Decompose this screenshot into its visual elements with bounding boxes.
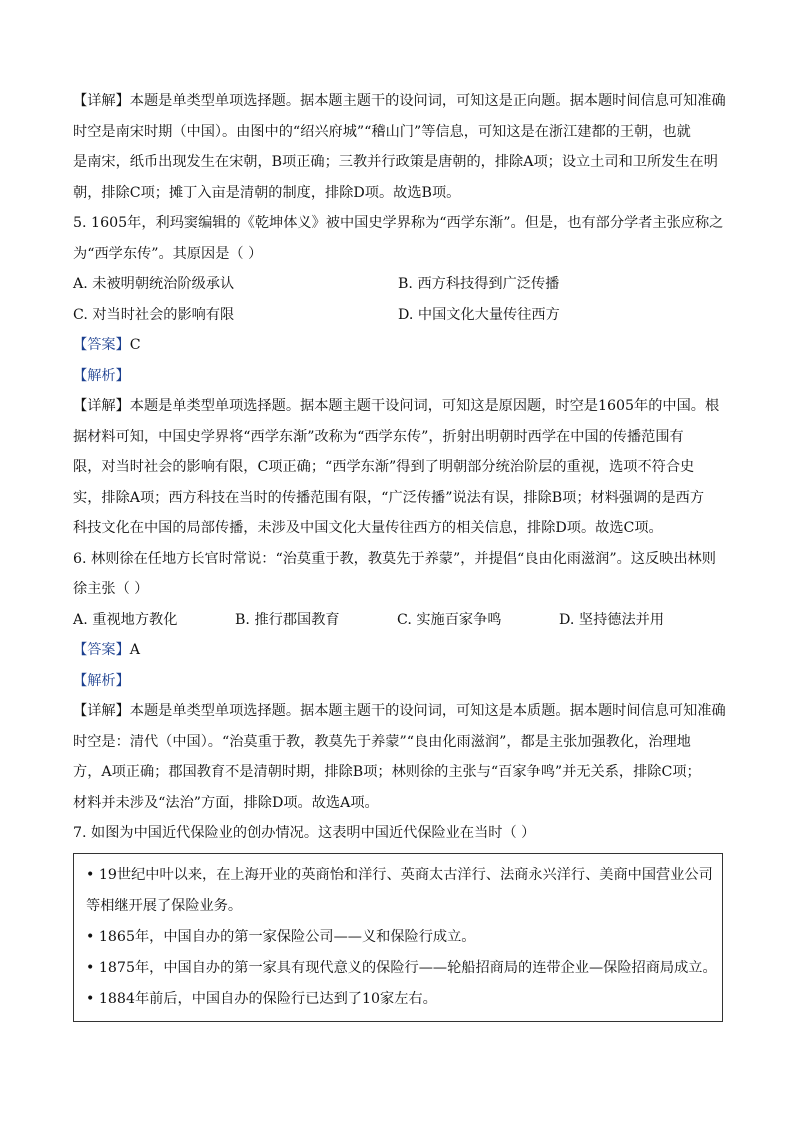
options-row [73, 605, 723, 636]
question-7 [73, 818, 723, 1022]
text-line: 材料并未涉及“法治”方面，排除D项。故选A项。 [73, 794, 379, 811]
text-line: 科技文化在中国的局部传播，未涉及中国文化大量传往西方的相关信息，排除D项。故选C项。 [73, 520, 663, 536]
material-line: 等相继开展了保险业务。 [86, 897, 243, 914]
text-line: 【详解】本题是单类型单项选择题。据本题主题干设问词，可知这是原因题，时空是1605年的中国。根 [73, 398, 720, 414]
exam-page [73, 86, 726, 1022]
text-line: 朝，排除C项；摊丁入亩是清朝的制度，排除D项。故选B项。 [73, 184, 461, 201]
question-stem: 6. 林则徐在任地方长官时常说：“治莫重于教，教莫先于养蒙”，并提倡“良由化雨滋润”。这反映出林则 [73, 550, 716, 567]
text-line: 方，A项正确；郡国教育不是清朝时期，排除B项；林则徐的主张与“百家争鸣”并无关系，排除C项； [73, 764, 701, 780]
option-a[interactable]: A. 重视地方教化 [73, 611, 178, 628]
option-b[interactable]: B. 推行郡国教育 [235, 611, 340, 628]
answer-line [73, 330, 723, 361]
text-line: 据材料可知，中国史学界将“西学东渐”改称为“西学东传”，折射出明朝时西学在中国的传播范围有 [73, 428, 684, 445]
option-d[interactable]: D. 中国文化大量传往西方 [398, 306, 560, 323]
options-row [73, 300, 723, 331]
text-line: 时空是南宋时期（中国）。由图中的“绍兴府城”“稽山门”等信息，可知这是在浙江建都的王朝，也就 [73, 123, 691, 140]
q4-explanation [73, 86, 726, 208]
option-c[interactable]: C. 对当时社会的影响有限 [73, 306, 235, 323]
material-line: • 1884年前后，中国自办的保险行已达到了10家左右。 [86, 990, 437, 1007]
answer-value: A [129, 642, 141, 658]
text-line: 【详解】本题是单类型单项选择题。据本题主题干的设问词，可知这是本质题。据本题时间信息可知准确 [73, 703, 726, 719]
question-stem: 徐主张（ ） [73, 581, 149, 597]
material-line: • 19世纪中叶以来，在上海开业的英商怡和洋行、英商太古洋行、法商永兴洋行、美商中国营业公司 [86, 866, 713, 883]
answer-tag: 【答案】 [73, 337, 130, 353]
text-line: 时空是：清代（中国）。“治莫重于教，教莫先于养蒙”“良由化雨滋润”，都是主张加强教化，治理地 [73, 733, 691, 750]
question-stem: 为“西学东传”。其原因是（ ） [73, 245, 263, 262]
options-row [73, 269, 723, 300]
material-box [73, 853, 723, 1022]
option-b[interactable]: B. 西方科技得到广泛传播 [398, 276, 560, 292]
material-line: • 1875年，中国自办的第一家具有现代意义的保险行——轮船招商局的连带企业—保险招商局成立。 [86, 959, 717, 976]
question-stem: 5. 1605年，利玛窦编辑的《乾坤体义》被中国史学界称为“西学东渐”。但是，也有部分学者主张应称之 [73, 215, 724, 231]
text-line: 实，排除A项；西方科技在当时的传播范围有限，“广泛传播”说法有误，排除B项；材料强调的是西方 [73, 489, 705, 506]
option-d[interactable]: D. 坚持德法并用 [559, 611, 665, 628]
question-5 [73, 208, 723, 544]
question-6 [73, 544, 726, 819]
question-stem: 7. 如图为中国近代保险业的创办情况。这表明中国近代保险业在当时（ ） [73, 825, 536, 841]
analysis-tag: 【解析】 [73, 367, 130, 384]
material-line: • 1865年，中国自办的第一家保险公司——义和保险行成立。 [86, 928, 476, 945]
answer-value: C [129, 337, 141, 353]
answer-tag: 【答案】 [73, 642, 130, 658]
option-c[interactable]: C. 实施百家争鸣 [397, 611, 502, 628]
text-line: 是南宋，纸币出现发生在宋朝，B项正确；三教并行政策是唐朝的，排除A项；设立土司和卫所发生在明 [73, 154, 718, 170]
text-line: 【详解】本题是单类型单项选择题。据本题主题干的设问词，可知这是正向题。据本题时间信息可知准确 [73, 93, 726, 109]
answer-line [73, 635, 723, 666]
text-line: 限，对当时社会的影响有限，C项正确；“西学东渐”得到了明朝部分统治阶层的重视，选项不符合史 [73, 459, 695, 475]
option-a[interactable]: A. 未被明朝统治阶级承认 [73, 276, 235, 292]
analysis-tag: 【解析】 [73, 672, 130, 689]
